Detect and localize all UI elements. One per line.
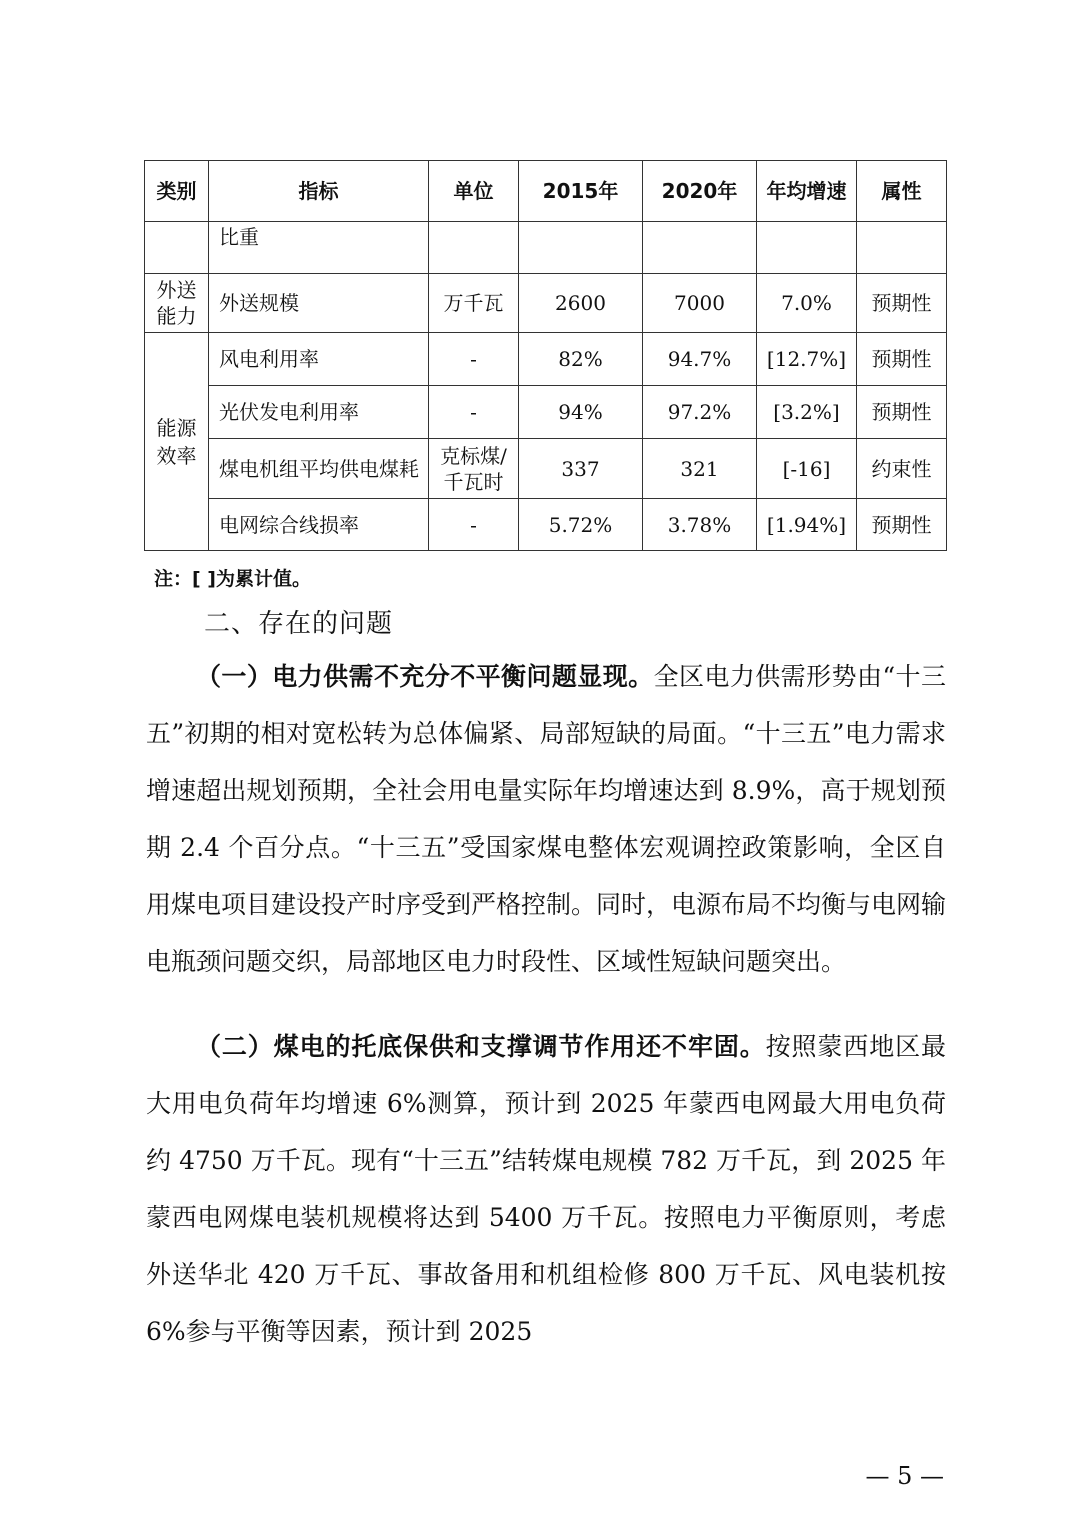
header-indicator: 指标 (209, 161, 429, 222)
cell-2020 (643, 222, 757, 274)
cell-indicator: 风电利用率 (209, 333, 429, 386)
paragraph-body: 全区电力供需形势由“十三五”初期的相对宽松转为总体偏紧、局部短缺的局面。“十三五”电力需求增速超出规划预期，全社会用电量实际年均增速达到 8.9%，高于规划预期 2.4 个百分点。“十三五”受国家煤电整体宏观调控政策影响，全区自用煤电项目建设投产时序受到严格控制。同时，电源布局不均衡与电网输电瓶颈问题交织，局部地区电力时段性、区域性短缺问题突出。 (146, 662, 947, 976)
table-row (145, 333, 947, 386)
cell-indicator: 外送规模 (209, 274, 429, 333)
cell-unit: - (429, 333, 519, 386)
paragraph-body: 按照蒙西地区最大用电负荷年均增速 6%测算，预计到 2025 年蒙西电网最大用电负荷约 4750 万千瓦。现有“十三五”结转煤电规模 782 万千瓦，到 2025 年蒙西电网煤电装机规模将达到 5400 万千瓦。按照电力平衡原则，考虑外送华北 420 万千瓦、事故备用和机组检修 800 万千瓦、风电装机按 6%参与平衡等因素，预计到 2025 (146, 1032, 946, 1346)
cell-2015: 94% (519, 386, 643, 439)
cell-2020: 3.78% (643, 499, 757, 551)
cell-2015 (519, 222, 643, 274)
cell-attribute: 预期性 (857, 333, 947, 386)
cell-attribute: 预期性 (857, 274, 947, 333)
cell-2015: 337 (519, 439, 643, 499)
cell-growth: 7.0% (757, 274, 857, 333)
page-number: — 5 — (865, 1462, 944, 1490)
cell-2015: 2600 (519, 274, 643, 333)
cell-growth: [12.7%] (757, 333, 857, 386)
cell-indicator: 煤电机组平均供电煤耗 (209, 439, 429, 499)
cell-2020: 94.7% (643, 333, 757, 386)
table-note: 注：[ ]为累计值。 (154, 568, 311, 590)
paragraph-lead: （一）电力供需不充分不平衡问题显现。 (196, 662, 654, 691)
table-row (145, 499, 947, 551)
cell-unit: 万千瓦 (429, 274, 519, 333)
header-2020: 2020年 (643, 161, 757, 222)
cell-indicator: 光伏发电利用率 (209, 386, 429, 439)
table-row (145, 439, 947, 499)
cell-unit: - (429, 386, 519, 439)
indicator-table (144, 160, 947, 551)
cell-unit: - (429, 499, 519, 551)
cell-attribute: 预期性 (857, 499, 947, 551)
cell-growth: [1.94%] (757, 499, 857, 551)
header-category: 类别 (145, 161, 209, 222)
table-row (145, 274, 947, 333)
cell-growth: [3.2%] (757, 386, 857, 439)
cell-category: 外送能力 (145, 274, 209, 333)
header-growth: 年均增速 (757, 161, 857, 222)
cell-2015: 5.72% (519, 499, 643, 551)
cell-indicator: 比重 (209, 222, 429, 274)
cell-attribute: 约束性 (857, 439, 947, 499)
section-heading: 二、存在的问题 (204, 609, 394, 639)
paragraph (146, 1018, 946, 1360)
cell-2015: 82% (519, 333, 643, 386)
header-unit: 单位 (429, 161, 519, 222)
table-row (145, 222, 947, 274)
cell-2020: 7000 (643, 274, 757, 333)
cell-category: 能源效率 (145, 333, 209, 551)
cell-unit: 克标煤/千瓦时 (429, 439, 519, 499)
cell-2020: 97.2% (643, 386, 757, 439)
cell-2020: 321 (643, 439, 757, 499)
cell-indicator: 电网综合线损率 (209, 499, 429, 551)
cell-growth (757, 222, 857, 274)
cell-attribute: 预期性 (857, 386, 947, 439)
paragraph-lead: （二）煤电的托底保供和支撑调节作用还不牢固。 (196, 1032, 766, 1061)
cell-growth: [-16] (757, 439, 857, 499)
table-header-row (145, 161, 947, 222)
cell-attribute (857, 222, 947, 274)
table-row (145, 386, 947, 439)
cell-category (145, 222, 209, 274)
cell-unit (429, 222, 519, 274)
paragraph (146, 648, 946, 990)
header-2015: 2015年 (519, 161, 643, 222)
header-attribute: 属性 (857, 161, 947, 222)
